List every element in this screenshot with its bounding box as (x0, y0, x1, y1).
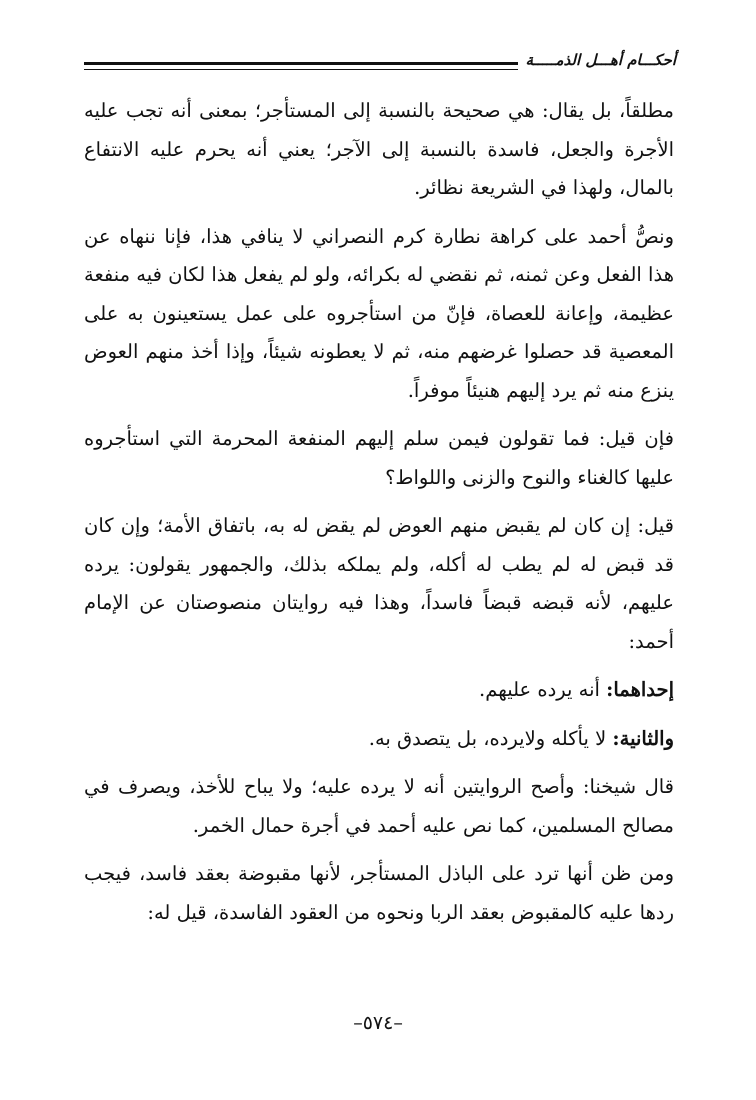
paragraph-7: قال شيخنا: وأصح الروايتين أنه لا يرده عليه؛ ولا يباح للأخذ، ويصرف في مصالح المسلمين، كما نص عليه أحمد في أجرة حمال الخمر. (84, 775, 674, 837)
running-header-title: أحكـــام أهـــل الذمـــــة (518, 48, 677, 72)
second-narration-text: لا يأكله ولايرده، بل يتصدق به. (368, 726, 607, 750)
second-narration-label: والثانية: (612, 726, 674, 750)
paragraph-5 (84, 671, 674, 710)
paragraph-8: ومن ظن أنها ترد على الباذل المستأجر، لأنها مقبوضة بعقد فاسد، فيجب ردها عليه كالمقبوض بعقد الربا ونحوه من العقود الفاسدة، قيل له: (84, 862, 674, 924)
paragraph-6 (84, 720, 674, 759)
first-narration-label: إحداهما: (606, 678, 674, 701)
paragraph-1: مطلقاً، بل يقال: هي صحيحة بالنسبة إلى المستأجر؛ بمعنى أنه تجب عليه الأجرة والجعل، فاسدة بالنسبة إلى الآجر؛ يعني أنه يحرم عليه الانتفاع بالمال، ولهذا في الشريعة نظائر. (84, 99, 674, 199)
page-number: –٥٧٤– (353, 1012, 403, 1034)
paragraph-4: قيل: إن كان لم يقبض منهم العوض لم يقض له به، باتفاق الأمة؛ وإن كان قد قبض له لم يطب له أكله، ولم يملكه بذلك، والجمهور يقولون: يرده عليهم، لأنه قبضه قبضاً فاسداً، وهذا فيه روايتان منصوصتان عن الإمام أحمد: (84, 514, 674, 653)
paragraph-3: فإن قيل: فما تقولون فيمن سلم إليهم المنفعة المحرمة التي استأجروه عليها كالغناء والنوح والزنى واللواط؟ (84, 427, 674, 489)
first-narration-text: أنه يرده عليهم. (479, 678, 600, 701)
body-text (84, 92, 674, 932)
paragraph-2: ونصُّ أحمد على كراهة نطارة كرم النصراني لا ينافي هذا، فإنا ننهاه عن هذا الفعل وعن ثمنه، ثم نقضي له بكرائه، ولو لم يفعل هذا لكان فيه منفعة عظيمة، وإعانة للعصاة، فإنّ من استأجروه على عمل يستعينون به على المعصية قد حصلوا غرضهم منه، ثم لا يعطونه شيئاً، وإذا أخذ منهم العوض ينزع منه ثم يرد إليهم هنيئاً موفراً. (84, 224, 674, 402)
